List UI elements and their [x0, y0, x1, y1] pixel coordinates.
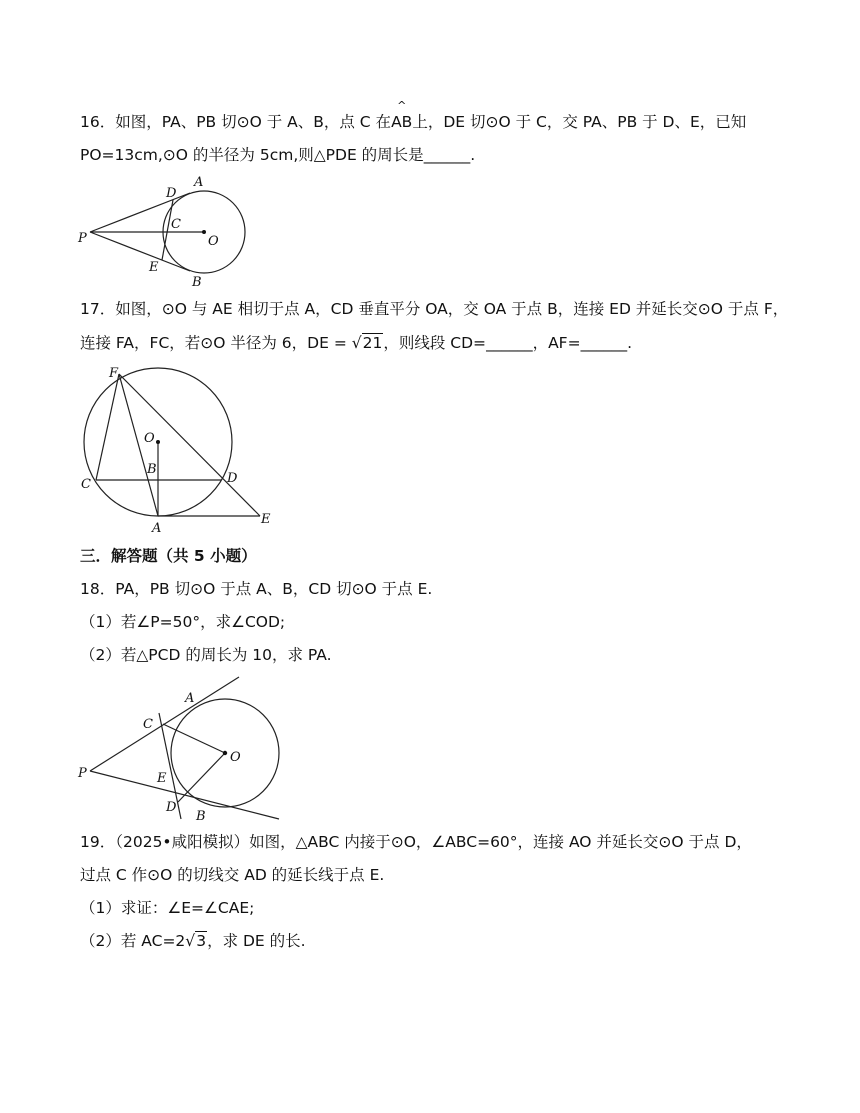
q17-sqrt: √21: [351, 334, 383, 352]
q16-center-dot: [202, 230, 206, 234]
q16-label-c: C: [171, 217, 181, 232]
q17-label-f: F: [109, 366, 119, 381]
q17-label-e: E: [261, 512, 271, 527]
q16-label-p: P: [78, 231, 87, 246]
q16-answer-blank[interactable]: ______: [423, 146, 471, 164]
section-heading: 三．解答题（共 5 小题）: [80, 547, 257, 565]
q16-arc-ab: ^ AB: [391, 99, 413, 131]
q18-label-p: P: [78, 766, 87, 781]
q18-label-b: B: [196, 809, 206, 824]
q18-label-o: O: [230, 750, 241, 765]
q17-line-fe: [119, 374, 260, 516]
q17-label-c: C: [81, 477, 91, 492]
q16-label-a: A: [194, 175, 204, 190]
q19-number: 19．: [80, 833, 116, 851]
q18-stem-line: [80, 579, 432, 599]
q17-text-1: 如图，⊙O 与 AE 相切于点 A，CD 垂直平分 OA，交 OA 于点 B，连接 ED 并延长交⊙O 于点 F，: [115, 300, 789, 318]
q16-label-e: E: [149, 260, 159, 275]
q17-label-b: B: [147, 462, 157, 477]
q17-text-2c: ，AF=: [532, 334, 581, 352]
q16-line-1: [80, 99, 747, 132]
q16-text-2a: PO=13cm,⊙O 的半径为 5cm,则△PDE 的周长是: [80, 146, 424, 164]
q18-part-2: （2）若△PCD 的周长为 10，求 PA.: [80, 646, 332, 664]
q17-label-d: D: [227, 471, 238, 486]
q16-line-2: PO=13cm,⊙O 的半径为 5cm,则△PDE 的周长是______.: [80, 146, 476, 164]
q17-answer-blank-cd[interactable]: ______: [486, 334, 533, 352]
q16-line-pb: [90, 232, 190, 271]
q19-text-1: （2025•咸阳模拟）如图，△ABC 内接于⊙O，∠ABC=60°，连接 AO 并延长交⊙O 于点 D，: [115, 833, 752, 851]
q17-answer-blank-af[interactable]: ______: [580, 334, 628, 352]
q17-number: 17．: [80, 300, 116, 318]
q18-line-pa: [90, 677, 239, 771]
q18-line-oc: [163, 724, 225, 753]
q18-stem: PA，PB 切⊙O 于点 A、B，CD 切⊙O 于点 E.: [115, 580, 433, 598]
q18-label-d: D: [166, 800, 177, 815]
q17-text-2a: 连接 FA，FC，若⊙O 半径为 6，DE =: [80, 334, 352, 352]
q17-line-2: 连接 FA，FC，若⊙O 半径为 6，DE = √21，则线段 CD=______，AF=______.: [80, 334, 633, 352]
q19-part-2: （2）若 AC=2√3，求 DE 的长.: [80, 932, 306, 950]
q16-label-o: O: [208, 234, 219, 249]
q16-text-1a: 如图，PA、PB 切⊙O 于 A、B，点 C 在: [115, 113, 392, 131]
q17-figure: [75, 362, 285, 537]
q16-text-1b: 上，DE 切⊙O 于 C，交 PA、PB 于 D、E，已知: [412, 113, 747, 131]
q17-center-dot: [156, 440, 160, 444]
q18-line-od: [178, 753, 225, 802]
q18-part-1: （1）若∠P=50°，求∠COD;: [80, 613, 286, 631]
q17-text-2b: ，则线段 CD=: [383, 334, 487, 352]
q16-figure: [70, 170, 260, 290]
q18-number: 18．: [80, 580, 116, 598]
q17-line-1: [80, 299, 788, 319]
q18-figure: [72, 670, 287, 825]
q19-part-1: （1）求证：∠E=∠CAE;: [80, 899, 255, 917]
q18-label-a: A: [185, 691, 195, 706]
q18-label-c: C: [143, 717, 153, 732]
q16-label-d: D: [166, 186, 177, 201]
q19-sqrt: √3: [185, 932, 207, 950]
q18-center-dot: [223, 751, 227, 755]
arc-mark-icon: ^: [397, 99, 407, 112]
q19-line-2: 过点 C 作⊙O 的切线交 AD 的延长线于点 E.: [80, 866, 385, 884]
q17-line-fc: [96, 374, 119, 480]
q17-label-a: A: [152, 521, 162, 536]
q18-label-e: E: [157, 771, 167, 786]
q19-line-1: [80, 832, 752, 852]
q16-label-b: B: [192, 275, 202, 290]
q16-number: 16．: [80, 113, 116, 131]
q17-label-o: O: [144, 431, 155, 446]
